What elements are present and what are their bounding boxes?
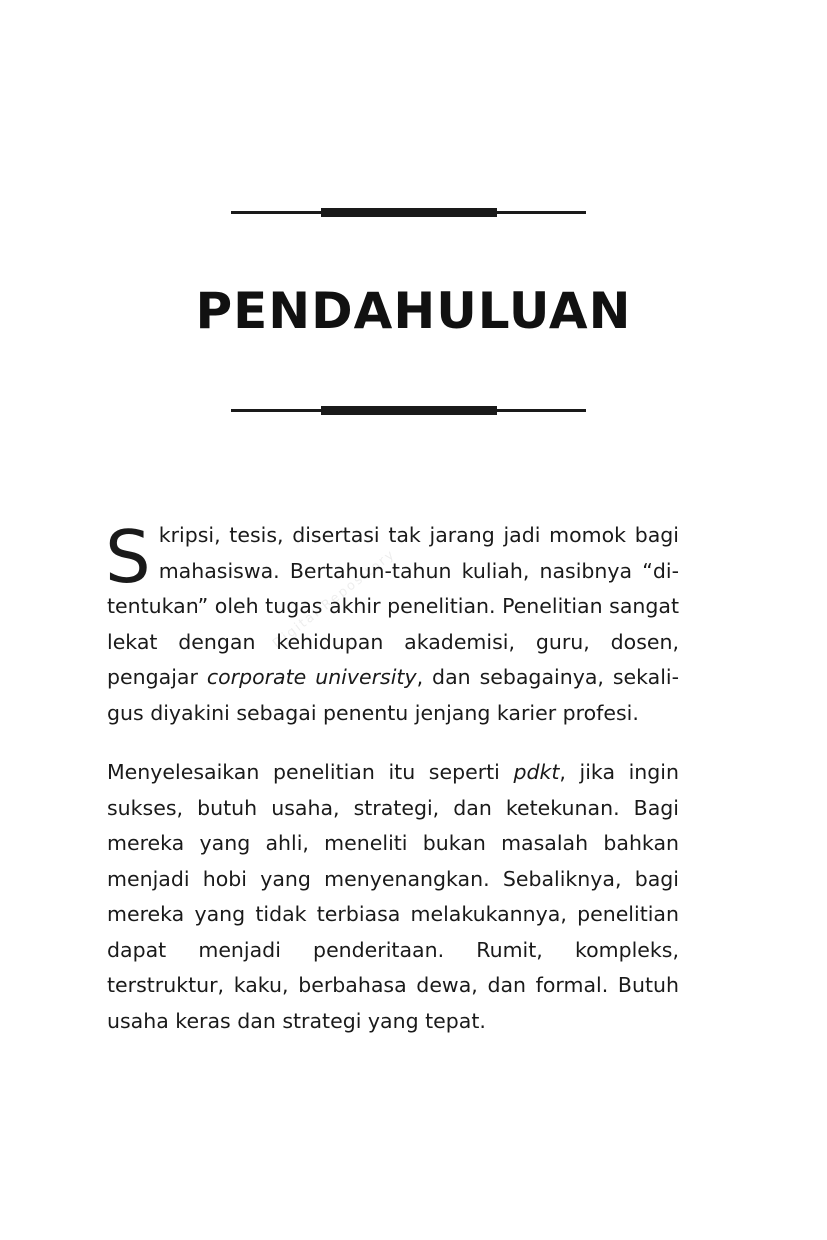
paragraph-text: kripsi, tesis, disertasi tak jarang jadi momok bagi mahasiswa. Bertahun-tahun kuliah, nasibnya “ditentukan” oleh tugas akhir penelitian. Penelitian sangat lekat dengan kehidupan akademisi, guru, dosen, pengajar bbox=[107, 523, 679, 689]
italic-term: pdkt bbox=[513, 760, 560, 784]
italic-term: corporate university bbox=[206, 665, 417, 689]
paragraph-text: Menyelesaikan penelitian itu seperti bbox=[107, 760, 514, 784]
watermark: Digital Repository bbox=[270, 546, 399, 652]
bottom-ornament-divider bbox=[231, 406, 586, 416]
drop-cap-letter: S bbox=[105, 515, 151, 599]
divider-thick-bar bbox=[321, 406, 497, 415]
paragraph-text: , jika ingin sukses, butuh usaha, strategi, dan ketekunan. Bagi mereka yang ahli, meneliti bukan masalah bahkan menjadi hobi yang menyenangkan. Sebaliknya, bagi mereka yang tidak terbiasa melakukannya, penelitian dapat menjadi penderitaan. Rumit, kompleks, terstruktur, kaku, berbahasa dewa, dan formal. Butuh usaha keras dan strategi yang tepat. bbox=[107, 760, 679, 1033]
divider-thick-bar bbox=[321, 208, 497, 217]
top-ornament-divider bbox=[231, 208, 586, 218]
body-paragraph-2 bbox=[107, 755, 679, 1039]
body-paragraph-1 bbox=[105, 515, 680, 731]
chapter-title: PENDAHULUAN bbox=[195, 282, 632, 340]
paragraph-text: , dan sebagainya, sekaligus diyakini sebagai penentu jenjang karier profesi. bbox=[107, 665, 680, 725]
